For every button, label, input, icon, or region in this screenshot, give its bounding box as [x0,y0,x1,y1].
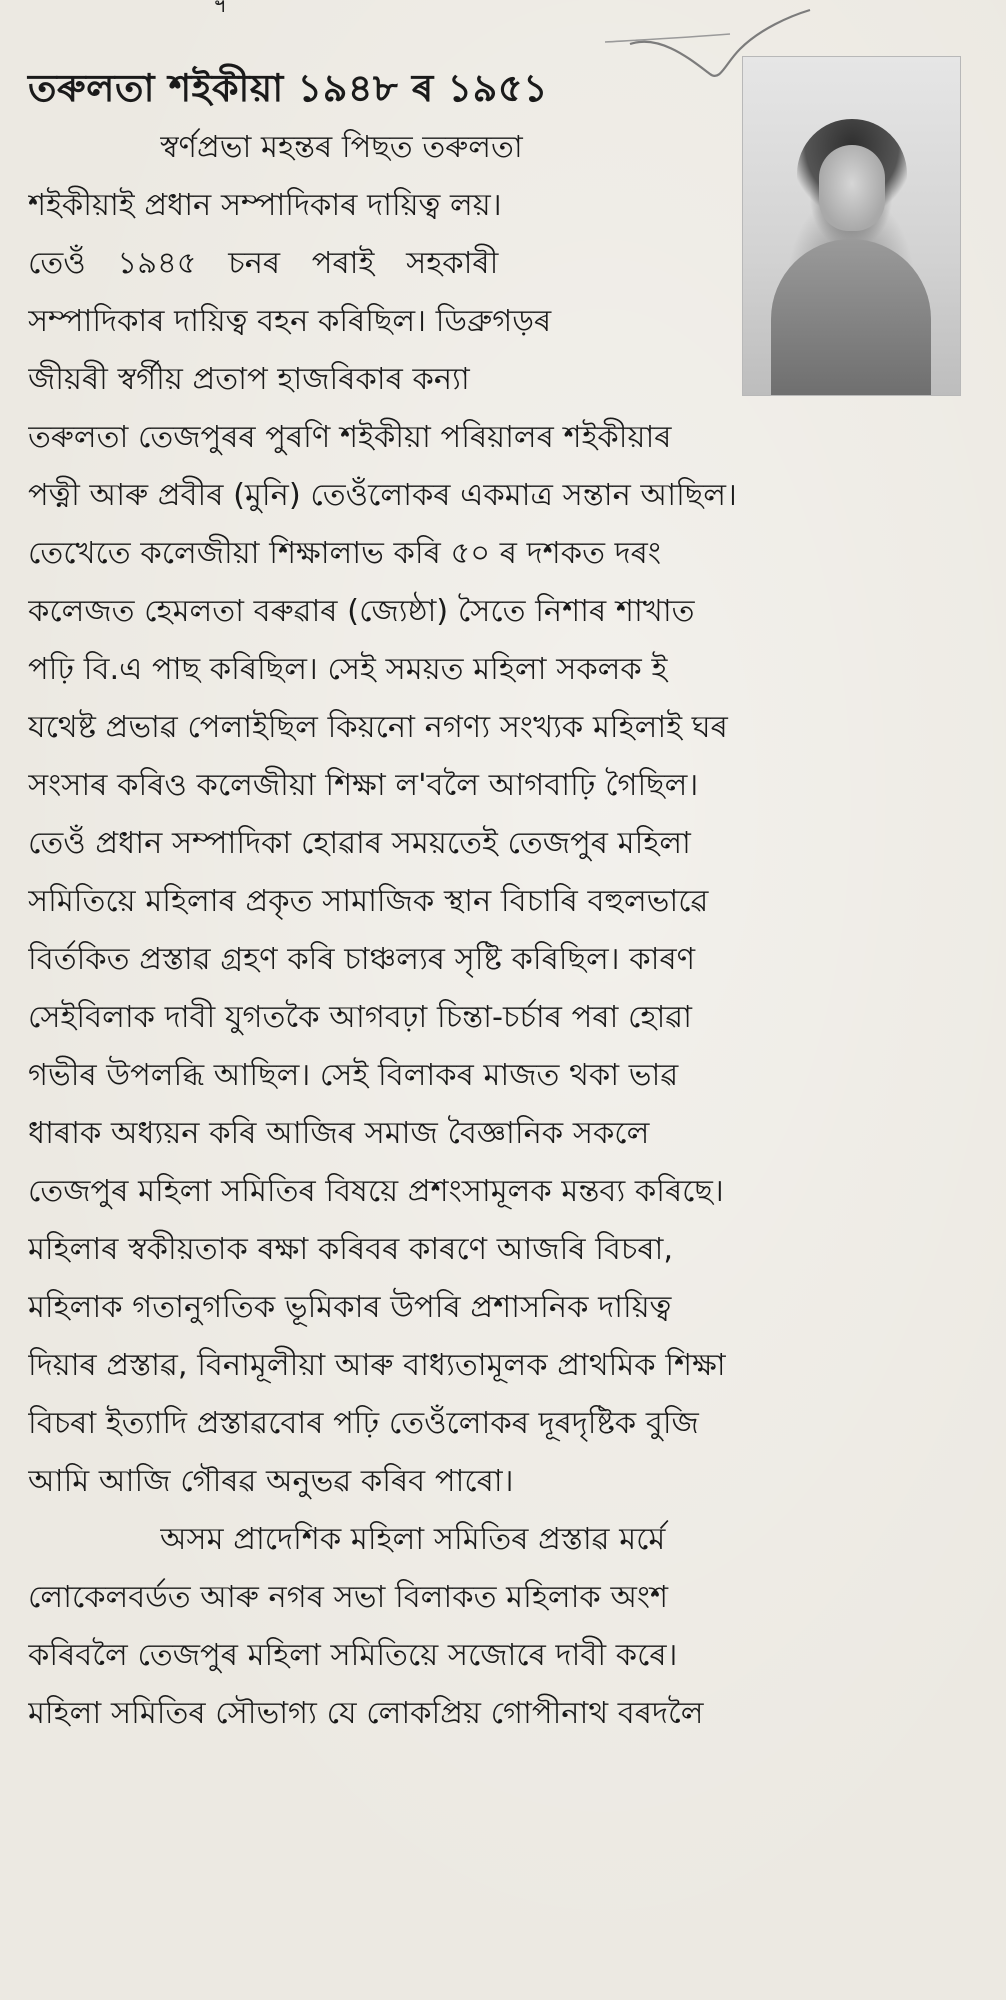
text-line-21: মহিলাক গতানুগতিক ভূমিকাৰ উপৰি প্ৰশাসনিক দায়িত্ব [28,1290,672,1325]
text-line-26: লোকেলবৰ্ডত আৰু নগৰ সভা বিলাকত মহিলাক অংশ [28,1580,669,1615]
text-line-12: সংসাৰ কৰিও কলেজীয়া শিক্ষা ল'বলৈ আগবাঢ়ি গৈছিল। [28,768,699,803]
text-line-3: তেওঁ ১৯৪৫ চনৰ পৰাই সহকাৰী [28,246,499,281]
text-line-19: তেজপুৰ মহিলা সমিতিৰ বিষয়ে প্ৰশংসামূলক মন্তব্য কৰিছে। [28,1174,724,1209]
text-line-9: কলেজত হেমলতা বৰুৱাৰ (জ্যেষ্ঠা) সৈতে নিশাৰ শাখাত [28,594,695,629]
text-line-6: তৰুলতা তেজপুৰৰ পুৰণি শইকীয়া পৰিয়ালৰ শইকীয়াৰ [28,420,672,455]
text-line-5: জীয়ৰী স্বৰ্গীয় প্ৰতাপ হাজৰিকাৰ কন্যা [28,362,470,397]
text-line-13: তেওঁ প্ৰধান সম্পাদিকা হোৱাৰ সময়তেই তেজপুৰ মহিলা [28,826,691,861]
text-line-18: ধাৰাক অধ্যয়ন কৰি আজিৰ সমাজ বৈজ্ঞানিক সকলে [28,1116,650,1151]
text-line-25: অসম প্ৰাদেশিক মহিলা সমিতিৰ প্ৰস্তাৱ মৰ্মে [160,1522,666,1557]
text-line-16: সেইবিলাক দাবী যুগতকৈ আগবঢ়া চিন্তা-চৰ্চাৰ পৰা হোৱা [28,1000,692,1035]
text-line-1: স্বৰ্ণপ্ৰভা মহন্তৰ পিছত তৰুলতা [160,130,523,165]
portrait-photo [742,56,961,396]
text-line-22: দিয়াৰ প্ৰস্তাৱ, বিনামূলীয়া আৰু বাধ্যতামূলক প্ৰাথমিক শিক্ষা [28,1348,726,1383]
text-line-28: মহিলা সমিতিৰ সৌভাগ্য যে লোকপ্ৰিয় গোপীনাথ বৰদলৈ [28,1696,704,1731]
section-title: তৰুলতা শইকীয়া ১৯৪৮ ৰ ১৯৫১ [28,66,549,110]
text-line-24: আমি আজি গৌৰৱ অনুভৱ কৰিব পাৰো। [28,1464,514,1499]
text-line-4: সম্পাদিকাৰ দায়িত্ব বহন কৰিছিল। ডিব্ৰুগড়ৰ [28,304,552,339]
text-line-17: গভীৰ উপলব্ধি আছিল। সেই বিলাকৰ মাজত থকা ভাৱ [28,1058,679,1093]
text-line-7: পত্নী আৰু প্ৰবীৰ (মুনি) তেওঁলোকৰ একমাত্ৰ সন্তান আছিল। [28,478,737,513]
text-line-15: বিৰ্তকিত প্ৰস্তাৱ গ্ৰহণ কৰি চাঞ্চল্যৰ সৃষ্টি কৰিছিল। কাৰণ [28,942,696,977]
page-top-mark: ฯ [214,0,226,17]
text-line-20: মহিলাৰ স্বকীয়তাক ৰক্ষা কৰিবৰ কাৰণে আজৰি বিচৰা, [28,1232,674,1267]
text-line-23: বিচৰা ইত্যাদি প্ৰস্তাৱবোৰ পঢ়ি তেওঁলোকৰ দূৰদৃষ্টিক বুজি [28,1406,699,1441]
text-line-2: শইকীয়াই প্ৰধান সম্পাদিকাৰ দায়িত্ব লয়। [28,188,502,223]
text-line-8: তেখেতে কলেজীয়া শিক্ষালাভ কৰি ৫০ ৰ দশকত দৰং [28,536,661,571]
text-line-11: যথেষ্ট প্ৰভাৱ পেলাইছিল কিয়নো নগণ্য সংখ্যক মহিলাই ঘৰ [28,710,728,745]
text-line-27: কৰিবলৈ তেজপুৰ মহিলা সমিতিয়ে সজোৰে দাবী কৰে। [28,1638,678,1673]
text-line-14: সমিতিয়ে মহিলাৰ প্ৰকৃত সামাজিক স্থান বিচাৰি বহুলভাৱে [28,884,709,919]
portrait-face [819,145,885,231]
text-line-10: পঢ়ি বি.এ পাছ কৰিছিল। সেই সময়ত মহিলা সকলক ই [28,652,668,687]
